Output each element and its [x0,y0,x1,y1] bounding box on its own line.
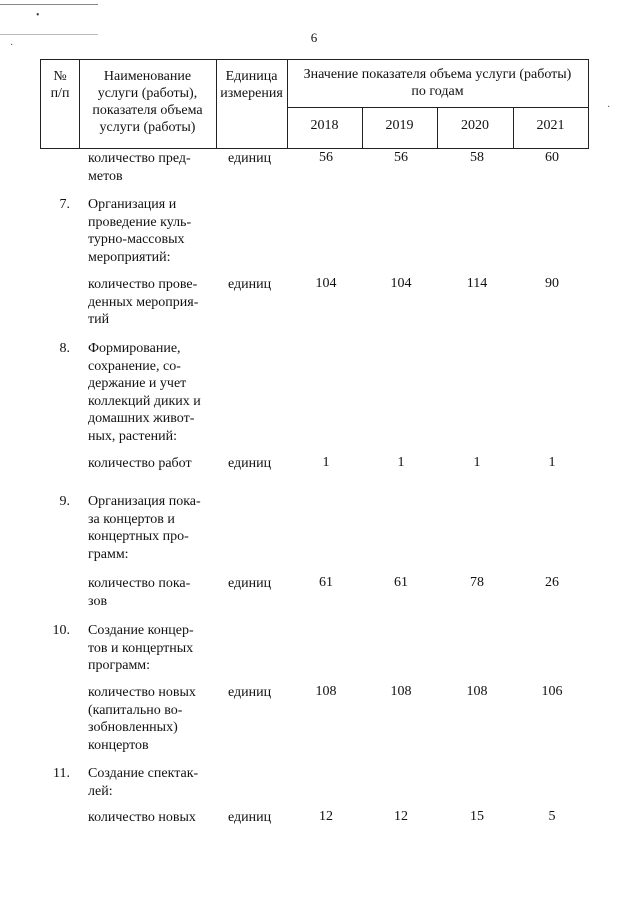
row-name-line: турно-массовых [88,232,185,247]
row-name-line: проведение куль- [88,214,192,230]
row-name-line: Создание концер- [88,623,194,638]
scan-dot: · [10,40,14,51]
header-col-no [41,68,79,102]
row-number: 11. [53,766,70,781]
header-text: Значение показателя объема услуги (работы) [303,67,572,82]
header-year: 2020 [461,118,489,133]
row-value-2021: 90 [545,276,559,291]
row-name-line: Создание спектак- [88,766,199,781]
row-name-line: коллекций диких и [88,393,201,409]
row-name-line: количество новых [88,685,196,700]
row-name-line: ных, растений: [88,428,178,444]
page-number: 6 [310,30,318,45]
row-name-line: программ: [88,658,151,673]
row-name-line: количество новых [88,810,196,825]
row-name [88,622,194,675]
row-value-2019: 108 [390,684,412,699]
row-value-2018: 56 [319,150,333,165]
row-name [88,575,190,610]
row-name [88,196,191,266]
row-value-2019: 61 [394,575,408,590]
row-name-line: денных мероприя- [88,294,199,310]
header-text: услуги (работы), [97,86,198,101]
row-unit: единиц [228,151,272,166]
header-col-values [287,66,588,100]
row-number: 8. [59,341,70,356]
row-name-line: концертов [88,737,149,753]
row-name-line: держание и учет [88,376,187,391]
row-name-line: за концертов и [88,511,175,527]
header-col-unit [216,68,287,102]
header-text: показателя объема [92,103,203,118]
row-value-2018: 104 [315,276,337,291]
row-number: 9. [59,494,70,509]
row-value-2021: 5 [548,809,556,824]
row-value-2020: 108 [466,684,488,699]
row-name-line: концертных про- [88,529,189,544]
row-name-line: домашних живот- [88,411,195,426]
row-value-2021: 106 [541,684,563,699]
row-name-line: сохранение, со- [88,358,181,374]
row-name-line: тий [88,312,110,327]
row-name-line: Организация пока- [88,494,201,509]
row-name-line: мероприятий: [88,249,171,265]
row-value-2018: 61 [319,575,333,590]
row-value-2020: 1 [473,455,481,470]
header-text: п/п [50,86,70,101]
row-name-line: метов [88,168,123,184]
row-value-2019: 56 [394,150,408,165]
scan-dot: · [607,102,611,113]
row-unit: единиц [228,456,272,471]
row-name-line: количество работ [88,456,192,471]
row-name-line: грамм: [88,546,129,562]
row-unit: единиц [228,685,272,700]
row-name [88,493,201,563]
row-value-2021: 26 [545,575,559,590]
row-name [88,340,201,445]
row-name-line: количество пока- [88,576,191,591]
row-value-2021: 60 [545,150,559,165]
row-name [88,276,198,329]
row-value-2019: 12 [394,809,408,824]
row-value-2018: 1 [322,455,330,470]
header-year: 2021 [536,118,565,133]
row-number: 10. [52,623,70,638]
row-value-2019: 104 [390,276,412,291]
row-number: 7. [59,197,70,212]
row-value-2019: 1 [397,455,405,470]
row-name [88,455,192,473]
header-text: по годам [411,84,464,99]
row-name-line: (капитально во- [88,702,183,718]
header-text: Наименование [103,69,192,84]
row-value-2018: 108 [315,684,337,699]
header-text: № [53,69,67,84]
row-value-2020: 15 [470,809,484,824]
row-unit: единиц [228,576,272,591]
header-text: услуги (работы) [99,120,196,135]
table-header [40,59,589,149]
scan-artifact-line [0,4,98,5]
row-name-line: зов [88,593,108,609]
row-name [88,684,196,754]
row-value-2020: 78 [470,575,484,590]
table-divider [287,107,588,108]
row-name-line: Организация и [88,197,177,212]
row-name-line: лей: [88,783,113,799]
header-text: Единица [225,69,278,84]
row-name-line: количество прове- [88,277,198,292]
header-text: измерения [220,86,283,101]
row-name [88,765,198,800]
row-value-2021: 1 [548,455,556,470]
header-col-name [79,68,216,136]
row-unit: единиц [228,277,272,292]
scan-dot: • [36,10,40,21]
row-unit: единиц [228,810,272,825]
row-name-line: тов и концертных [88,640,194,656]
row-name-line: зобновленных) [88,720,178,735]
row-value-2020: 58 [470,150,484,165]
header-year: 2018 [310,118,339,133]
row-name [88,150,191,185]
row-value-2018: 12 [319,809,333,824]
header-year: 2019 [385,118,414,133]
row-value-2020: 114 [466,276,488,291]
row-name-line: Формирование, [88,341,181,356]
row-name [88,809,196,827]
row-name-line: количество пред- [88,151,191,166]
